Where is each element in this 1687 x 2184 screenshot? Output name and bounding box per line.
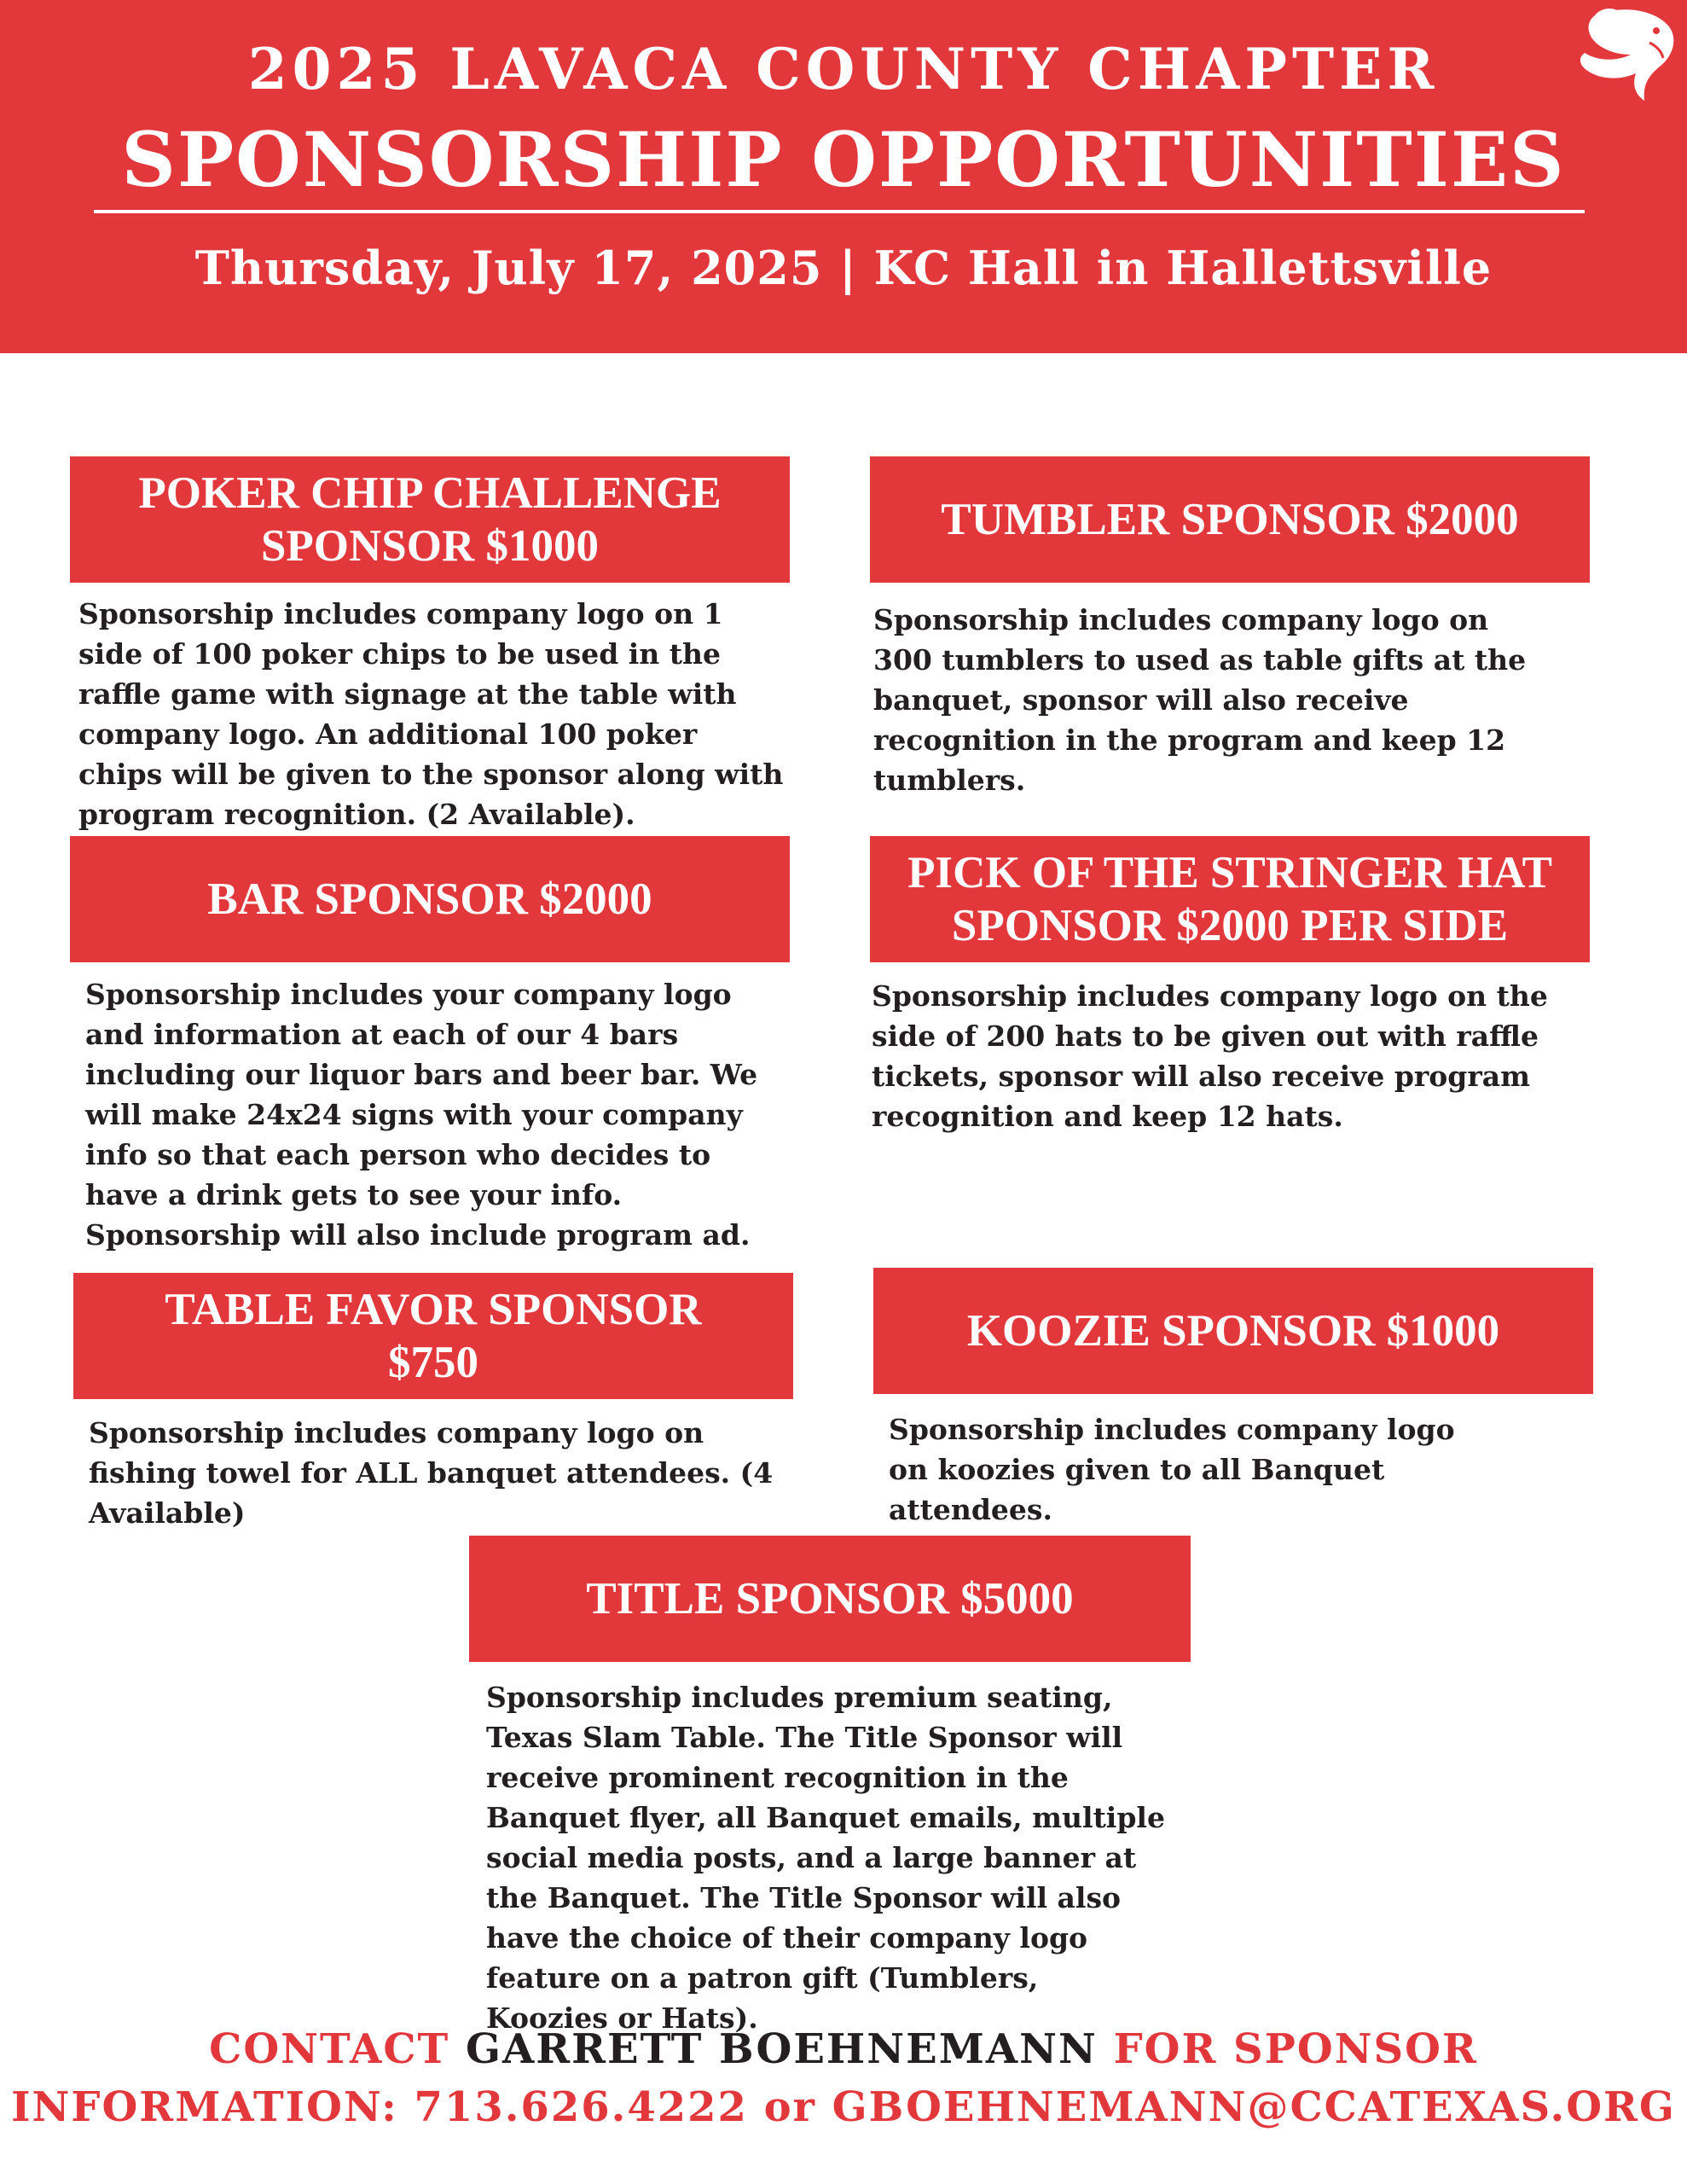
table-favor-title-line1: TABLE FAVOR SPONSOR [165,1285,702,1334]
header-banner [0,0,1687,353]
hat-sponsor-description: Sponsorship includes company logo on the side of 200 hats to be given out with raffle tickets, sponsor will also receive program recognition and keep 12 hats. [872,979,1548,1133]
koozie-sponsor-description: Sponsorship includes company logo on koozies given to all Banquet attendees. [889,1413,1455,1526]
chapter-title: 2025 LAVACA COUNTY CHAPTER [247,36,1440,102]
title-underline [94,210,1585,213]
contact-prefix: CONTACT [209,2025,450,2073]
title-sponsor-description: Sponsorship includes premium seating, Texas Slam Table. The Title Sponsor will receive prominent recognition in the Banquet flyer, all Banquet emails, multiple social media posts, and a large banner at the Banquet. The Title Sponsor will also have the choice of their company logo feature on a patron gift (Tumblers, Koozies or Hats). [486,1681,1165,2035]
table-favor-sponsor-header [73,1273,793,1399]
table-favor-title-line2: $750 [387,1338,478,1387]
page-title: SPONSORSHIP OPPORTUNITIES [121,115,1566,204]
tumbler-sponsor-header: TUMBLER SPONSOR $2000 [870,456,1590,583]
poker-chip-sponsor-header [70,456,790,583]
hat-sponsor-header [870,836,1590,962]
hat-title-line1: PICK OF THE STRINGER HAT [907,848,1552,897]
tumbler-sponsor-description: Sponsorship includes company logo on 300 tumblers to used as table gifts at the banquet, sponsor will also receive recognition in the program and keep 12 tumblers. [873,603,1527,797]
hat-title-line2: SPONSOR $2000 PER SIDE [951,901,1509,950]
contact-info [0,2020,1687,2136]
poker-title-line1: POKER CHIP CHALLENGE [138,468,722,518]
title-sponsor-header: TITLE SPONSOR $5000 [469,1536,1191,1662]
contact-name: GARRETT BOEHNEMANN [466,2025,1098,2073]
koozie-sponsor-header: KOOZIE SPONSOR $1000 [873,1268,1593,1394]
event-date-location: Thursday, July 17, 2025 | KC Hall in Hallettsville [194,241,1493,295]
poker-chip-description: Sponsorship includes company logo on 1 side of 100 poker chips to be used in the raffle game with signage at the table with company logo. An additional 100 poker chips will be given to the sponsor along with program recognition. (2 Available). [78,597,784,831]
fish-logo-icon [1561,5,1680,107]
contact-line1 [0,2020,1687,2078]
bar-sponsor-description: Sponsorship includes your company logo and information at each of our 4 bars including our liquor bars and beer bar. We will make 24x24 signs with your company info so that each person who decides to have a drink gets to see your info. Sponsorship will also include program ad. [85,978,758,1252]
poker-title-line2: SPONSOR $1000 [260,521,600,571]
contact-line2: INFORMATION: 713.626.4222 or GBOEHNEMANN@CCATEXAS.ORG [11,2083,1676,2131]
bar-sponsor-header: BAR SPONSOR $2000 [70,836,790,962]
contact-suffix: FOR SPONSOR [1113,2025,1478,2073]
table-favor-description: Sponsorship includes company logo on fishing towel for ALL banquet attendees. (4 Available) [89,1416,774,1530]
